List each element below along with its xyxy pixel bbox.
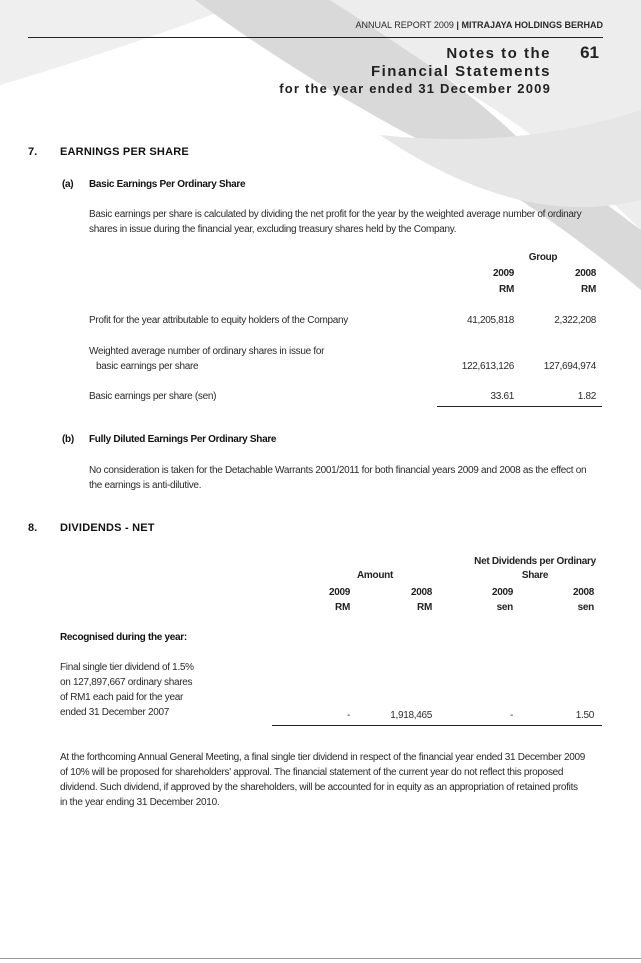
eps-row-basic-2009: 33.61 bbox=[490, 391, 514, 402]
paragraph-line: the earnings is anti-dilutive. bbox=[89, 480, 202, 491]
dividend-total-rule bbox=[272, 725, 602, 726]
page-title-line1: Notes to the bbox=[446, 45, 551, 62]
eps-row-shares-label-cont: basic earnings per share bbox=[96, 361, 199, 372]
running-header: ANNUAL REPORT 2009 | MITRAJAYA HOLDINGS BERHAD bbox=[355, 20, 603, 30]
dividend-ndps-2009: - bbox=[509, 710, 513, 721]
page-bottom-edge bbox=[0, 958, 641, 959]
header-rule bbox=[28, 37, 603, 38]
subsection-a-label: (a) bbox=[62, 179, 74, 190]
ndps-label-line2: Share bbox=[521, 570, 549, 581]
eps-row-profit-label: Profit for the year attributable to equity holders of the Company bbox=[89, 315, 348, 326]
div-col-amount-2009-unit: RM bbox=[335, 602, 350, 613]
dividend-amount-2009: - bbox=[346, 710, 350, 721]
dividend-amount-2008: 1,918,465 bbox=[390, 710, 432, 721]
paragraph-line: shares in issue during the financial year, excluding treasury shares held by the Company. bbox=[89, 224, 457, 235]
paragraph-line: in the year ending 31 December 2010. bbox=[60, 797, 220, 808]
eps-row-profit-2008: 2,322,208 bbox=[554, 315, 596, 326]
page-title-line2: Financial Statements bbox=[370, 63, 551, 80]
dividend-paragraph bbox=[60, 750, 610, 810]
col-2009-unit: RM bbox=[499, 284, 514, 295]
eps-row-shares-2009: 122,613,126 bbox=[461, 361, 514, 372]
dividend-ndps-2008: 1.50 bbox=[575, 710, 594, 721]
dividend-row-label bbox=[60, 660, 280, 720]
eps-row-basic-2008: 1.82 bbox=[577, 391, 596, 402]
div-col-amount-2009-year: 2009 bbox=[328, 587, 350, 598]
eps-row-profit-2009: 41,205,818 bbox=[466, 315, 514, 326]
label-line: of RM1 each paid for the year bbox=[60, 692, 184, 703]
eps-row-basic-label: Basic earnings per share (sen) bbox=[89, 391, 217, 402]
section-7-title: EARNINGS PER SHARE bbox=[60, 146, 189, 158]
paragraph-line: of 10% will be proposed for shareholders' approval. The financial statement of the current year do not reflect this proposed bbox=[60, 767, 564, 778]
eps-row-shares-label: Weighted average number of ordinary shares in issue for bbox=[89, 346, 325, 357]
col-2009-year: 2009 bbox=[492, 268, 514, 279]
page-number: 61 bbox=[580, 43, 599, 62]
subsection-b-label: (b) bbox=[62, 434, 74, 445]
col-2008-unit: RM bbox=[581, 284, 596, 295]
div-col-ndps-2009-year: 2009 bbox=[491, 587, 513, 598]
div-col-amount-2008-unit: RM bbox=[417, 602, 432, 613]
report-label: ANNUAL REPORT 2009 bbox=[355, 20, 454, 30]
label-line: ended 31 December 2007 bbox=[60, 707, 170, 718]
div-col-ndps-2008-year: 2008 bbox=[572, 587, 594, 598]
subsection-b-paragraph bbox=[89, 463, 609, 493]
div-col-ndps-2009-unit: sen bbox=[496, 602, 513, 613]
div-col-amount-2008-year: 2008 bbox=[410, 587, 432, 598]
label-line: on 127,897,667 ordinary shares bbox=[60, 677, 193, 688]
page-title-line3: for the year ended 31 December 2009 bbox=[279, 81, 551, 96]
div-col-ndps-2008-unit: sen bbox=[577, 602, 594, 613]
eps-row-shares-2008: 127,694,974 bbox=[543, 361, 596, 372]
subsection-a-title: Basic Earnings Per Ordinary Share bbox=[89, 179, 246, 190]
ndps-label-line1: Net Dividends per Ordinary bbox=[474, 556, 596, 567]
section-7-number: 7. bbox=[28, 146, 38, 158]
subsection-b-title: Fully Diluted Earnings Per Ordinary Share bbox=[89, 434, 277, 445]
eps-total-rule bbox=[437, 406, 602, 407]
paragraph-line: No consideration is taken for the Detachable Warrants 2001/2011 for both financial years 2009 and 2008 as the effect on bbox=[89, 465, 587, 476]
subsection-a-paragraph bbox=[89, 207, 609, 237]
amount-label: Amount bbox=[357, 570, 393, 581]
col-2008-year: 2008 bbox=[574, 268, 596, 279]
paragraph-line: dividend. Such dividend, if approved by the shareholders, will be accounted for in equity as an appropriation of retained profits bbox=[60, 782, 578, 793]
section-8-title: DIVIDENDS - NET bbox=[60, 522, 155, 534]
section-8-number: 8. bbox=[28, 522, 38, 534]
paragraph-line: Basic earnings per share is calculated by dividing the net profit for the year by the weighted average number of ordinary bbox=[89, 209, 582, 220]
label-line: Final single tier dividend of 1.5% bbox=[60, 662, 194, 673]
recognised-label: Recognised during the year: bbox=[60, 632, 187, 643]
group-label: Group bbox=[528, 252, 558, 263]
paragraph-line: At the forthcoming Annual General Meeting, a final single tier dividend in respect of the financial year ended 31 December 2009 bbox=[60, 752, 586, 763]
company-name: MITRAJAYA HOLDINGS BERHAD bbox=[461, 20, 603, 30]
